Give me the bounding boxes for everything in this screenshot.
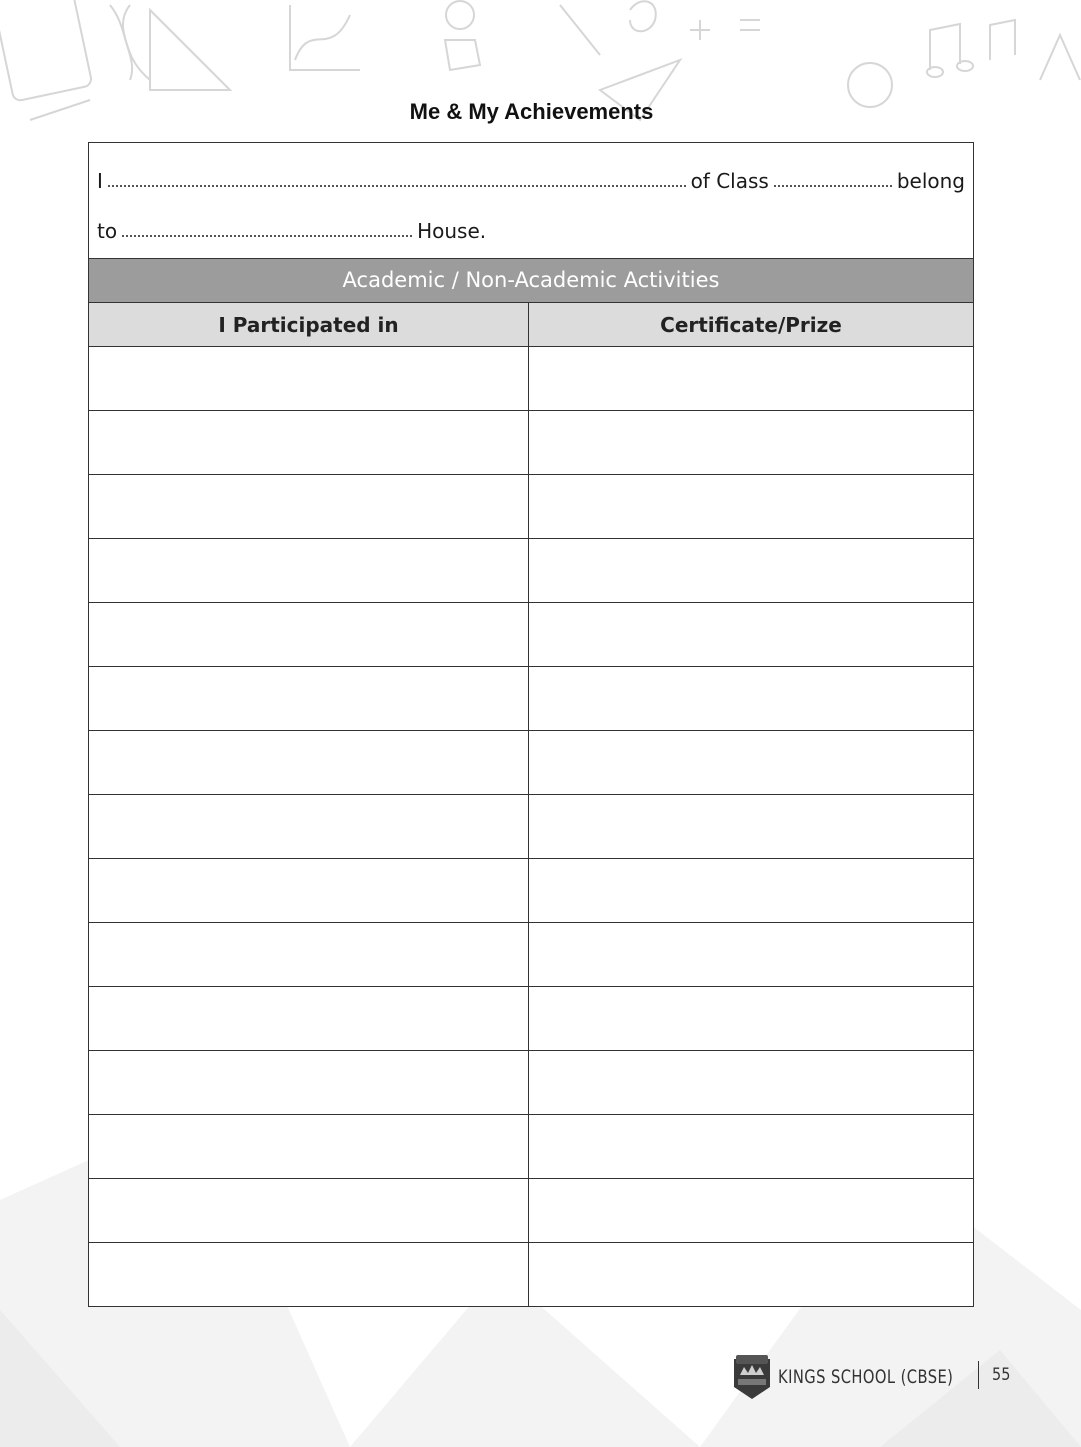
certificate-prize-cell[interactable] <box>529 923 974 987</box>
achievements-table <box>89 303 973 1306</box>
school-crest-logo <box>730 1353 774 1401</box>
certificate-prize-cell[interactable] <box>529 603 974 667</box>
intro-statement <box>89 143 973 259</box>
certificate-prize-cell[interactable] <box>529 1051 974 1115</box>
table-row <box>89 923 973 987</box>
certificate-prize-cell[interactable] <box>529 731 974 795</box>
intro-belong-label: belong <box>896 169 965 193</box>
participated-in-cell[interactable] <box>89 603 529 667</box>
table-row <box>89 859 973 923</box>
certificate-prize-cell[interactable] <box>529 347 974 411</box>
table-row <box>89 1243 973 1307</box>
certificate-prize-cell[interactable] <box>529 1179 974 1243</box>
certificate-prize-cell[interactable] <box>529 411 974 475</box>
table-row <box>89 1179 973 1243</box>
column-header-certificate: Certificate/Prize <box>529 303 974 347</box>
section-banner: Academic / Non-Academic Activities <box>89 259 973 303</box>
table-row <box>89 731 973 795</box>
footer <box>730 1353 1011 1401</box>
participated-in-cell[interactable] <box>89 731 529 795</box>
table-row <box>89 1051 973 1115</box>
certificate-prize-cell[interactable] <box>529 1115 974 1179</box>
intro-line-1 <box>97 169 965 193</box>
column-header-participated: I Participated in <box>89 303 529 347</box>
certificate-prize-cell[interactable] <box>529 475 974 539</box>
certificate-prize-cell[interactable] <box>529 667 974 731</box>
participated-in-cell[interactable] <box>89 1115 529 1179</box>
participated-in-cell[interactable] <box>89 347 529 411</box>
table-row <box>89 475 973 539</box>
participated-in-cell[interactable] <box>89 1051 529 1115</box>
participated-in-cell[interactable] <box>89 923 529 987</box>
table-row <box>89 411 973 475</box>
certificate-prize-cell[interactable] <box>529 795 974 859</box>
participated-in-cell[interactable] <box>89 795 529 859</box>
participated-in-cell[interactable] <box>89 539 529 603</box>
participated-in-cell[interactable] <box>89 667 529 731</box>
certificate-prize-cell[interactable] <box>529 539 974 603</box>
table-body <box>89 347 973 1307</box>
participated-in-cell[interactable] <box>89 411 529 475</box>
participated-in-cell[interactable] <box>89 859 529 923</box>
house-blank[interactable] <box>122 231 412 237</box>
achievements-sheet <box>88 142 974 1307</box>
participated-in-cell[interactable] <box>89 1243 529 1307</box>
certificate-prize-cell[interactable] <box>529 859 974 923</box>
page-title: Me & My Achievements <box>409 99 654 124</box>
footer-divider <box>978 1361 979 1389</box>
intro-to-label: to <box>97 219 118 243</box>
participated-in-cell[interactable] <box>89 475 529 539</box>
name-blank[interactable] <box>108 181 686 187</box>
table-row <box>89 1115 973 1179</box>
intro-class-label: of Class <box>690 169 769 193</box>
intro-name-prefix: I <box>97 169 103 193</box>
table-row <box>89 795 973 859</box>
class-blank[interactable] <box>774 181 892 187</box>
table-row <box>89 987 973 1051</box>
table-header-row <box>89 303 973 347</box>
participated-in-cell[interactable] <box>89 987 529 1051</box>
certificate-prize-cell[interactable] <box>529 987 974 1051</box>
intro-house-label: House. <box>417 219 487 243</box>
table-row <box>89 539 973 603</box>
table-row <box>89 347 973 411</box>
intro-line-2 <box>97 219 965 243</box>
page-number: 55 <box>992 1365 1011 1385</box>
participated-in-cell[interactable] <box>89 1179 529 1243</box>
certificate-prize-cell[interactable] <box>529 1243 974 1307</box>
school-name: KINGS SCHOOL (CBSE) <box>778 1366 954 1388</box>
table-row <box>89 667 973 731</box>
table-row <box>89 603 973 667</box>
